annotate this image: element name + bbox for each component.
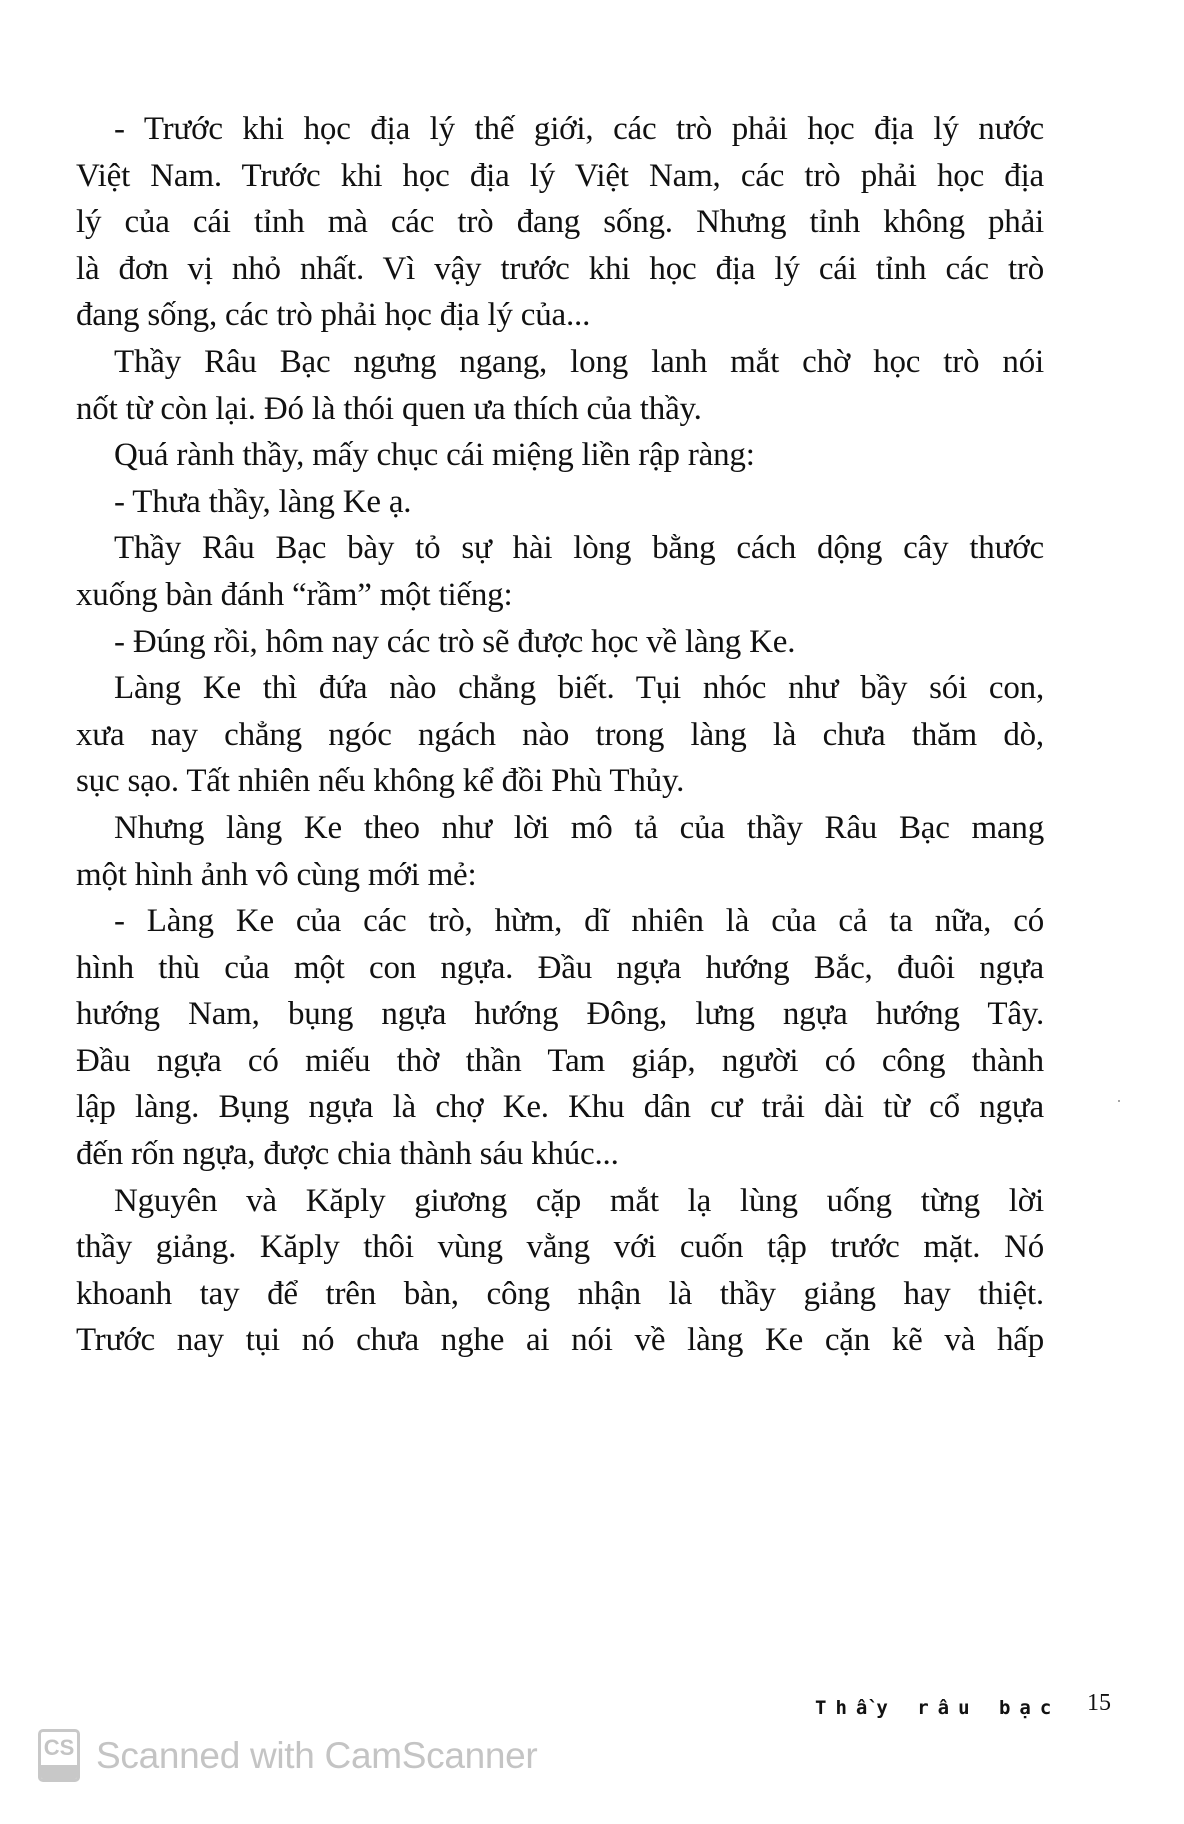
text-line: hướng Nam, bụng ngựa hướng Đông, lưng ngựa hướng Tây. — [76, 996, 1044, 1033]
running-title: Thầy râu bạc — [815, 1697, 1061, 1719]
text-line: xuống bàn đánh “rầm” một tiếng: — [76, 576, 513, 613]
camscanner-logo-text: CS — [43, 1735, 75, 1760]
text-line: Thầy Râu Bạc ngưng ngang, long lanh mắt chờ học trò nói — [114, 343, 1044, 380]
text-line: - Làng Ke của các trò, hừm, dĩ nhiên là của cả ta nữa, có — [114, 903, 1044, 940]
text-line: lập làng. Bụng ngựa là chợ Ke. Khu dân cư trải dài từ cổ ngựa — [76, 1089, 1044, 1126]
text-line: Làng Ke thì đứa nào chẳng biết. Tụi nhóc như bầy sói con, — [114, 670, 1044, 707]
text-line: Trước nay tụi nó chưa nghe ai nói về làng Ke cặn kẽ và hấp — [76, 1322, 1044, 1359]
text-line: khoanh tay để trên bàn, công nhận là thầy giảng hay thiệt. — [76, 1275, 1044, 1312]
camscanner-logo-icon — [38, 1729, 80, 1782]
camscanner-logo-bar — [41, 1765, 77, 1779]
watermark-text: Scanned with CamScanner — [96, 1734, 538, 1776]
text-line: Thầy Râu Bạc bày tỏ sự hài lòng bằng cách dộng cây thước — [114, 530, 1044, 567]
text-line: thầy giảng. Kăply thôi vùng vằng với cuốn tập trước mặt. Nó — [76, 1229, 1044, 1266]
text-line: nốt từ còn lại. Đó là thói quen ưa thích của thầy. — [76, 390, 702, 427]
text-line: Quá rành thầy, mấy chục cái miệng liền rập ràng: — [114, 437, 755, 474]
page-number: 15 — [1087, 1690, 1111, 1716]
text-line: Việt Nam. Trước khi học địa lý Việt Nam, các trò phải học địa — [76, 157, 1044, 194]
text-line: sục sạo. Tất nhiên nếu không kể đồi Phù Thủy. — [76, 763, 685, 800]
scan-speck — [1118, 1100, 1120, 1102]
page-body-text — [76, 106, 1044, 1364]
text-line: đến rốn ngựa, được chia thành sáu khúc... — [76, 1136, 619, 1173]
text-line: xưa nay chẳng ngóc ngách nào trong làng là chưa thăm dò, — [76, 716, 1044, 753]
text-line: Đầu ngựa có miếu thờ thần Tam giáp, người có công thành — [76, 1042, 1044, 1079]
text-line: - Đúng rồi, hôm nay các trò sẽ được học về làng Ke. — [114, 623, 796, 660]
text-line: Nguyên và Kăply giương cặp mắt lạ lùng uống từng lời — [114, 1182, 1044, 1219]
text-line: - Thưa thầy, làng Ke ạ. — [114, 483, 412, 520]
text-line: hình thù của một con ngựa. Đầu ngựa hướng Bắc, đuôi ngựa — [76, 949, 1044, 986]
text-line: - Trước khi học địa lý thế giới, các trò phải học địa lý nước — [114, 111, 1044, 147]
camscanner-watermark — [38, 1729, 537, 1782]
text-line: lý của cái tỉnh mà các trò đang sống. Nhưng tỉnh không phải — [76, 204, 1044, 241]
text-line: đang sống, các trò phải học địa lý của... — [76, 297, 591, 334]
text-line: là đơn vị nhỏ nhất. Vì vậy trước khi học địa lý cái tỉnh các trò — [76, 250, 1044, 287]
text-line: Nhưng làng Ke theo như lời mô tả của thầy Râu Bạc mang — [114, 809, 1044, 846]
text-line: một hình ảnh vô cùng mới mẻ: — [76, 856, 477, 893]
